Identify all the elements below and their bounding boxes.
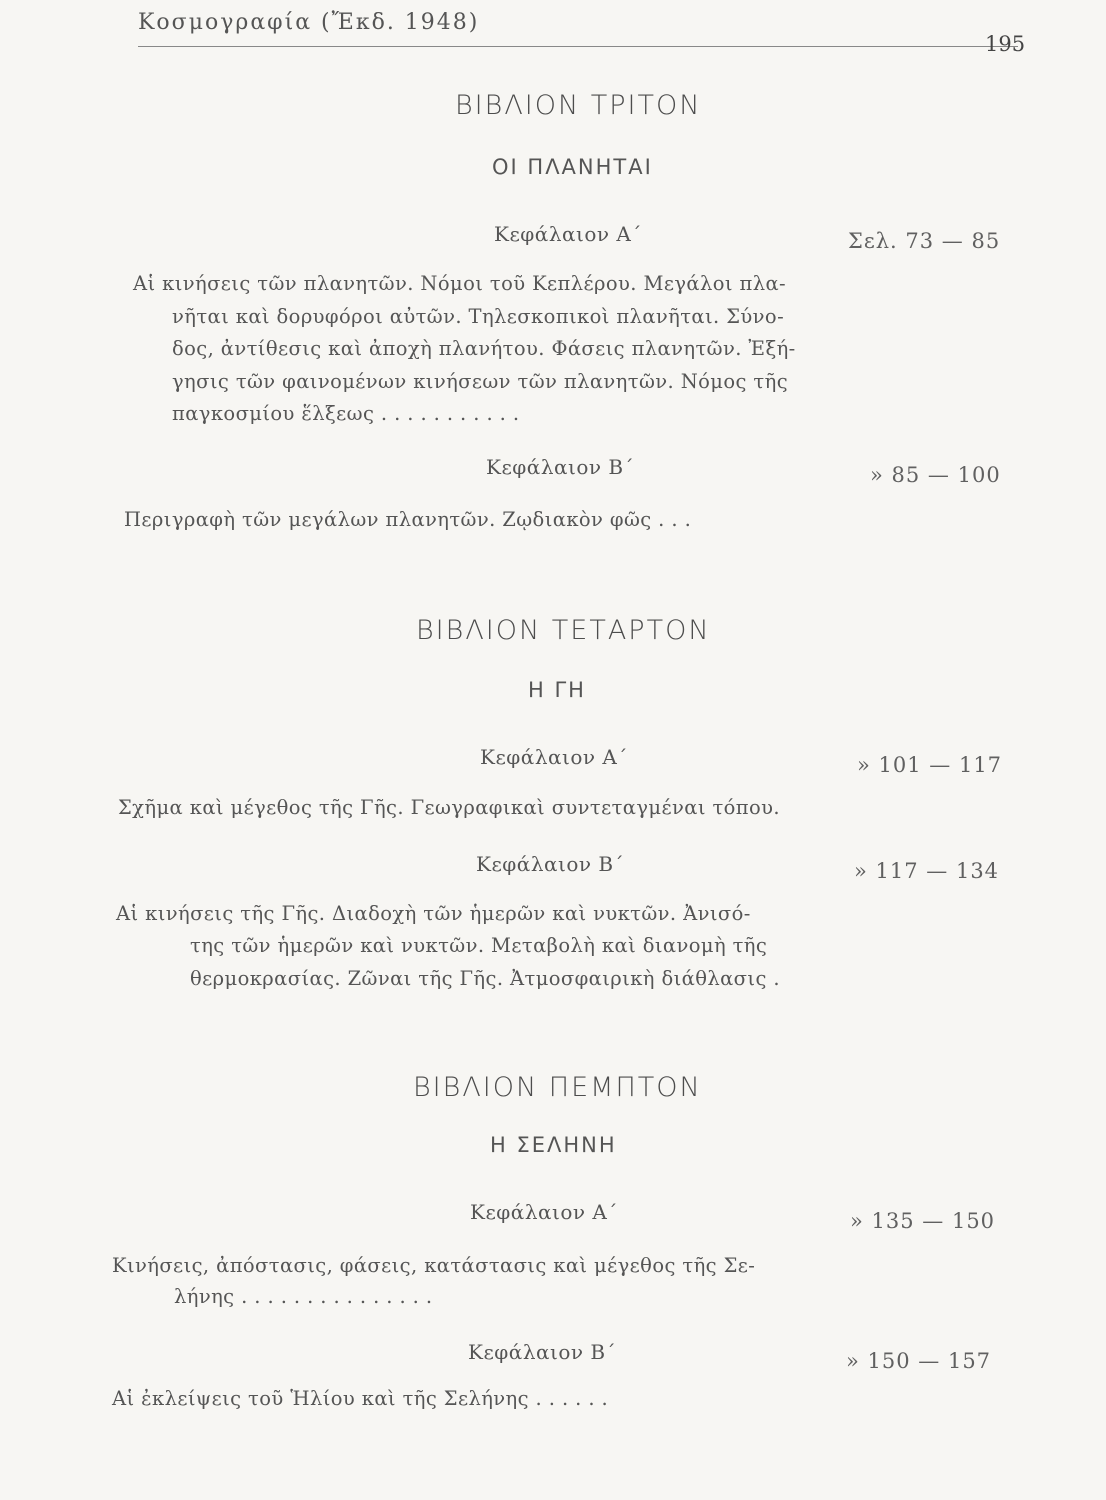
chapter-text-line: Αἱ ἐκλείψεις τοῦ Ἡλίου καὶ τῆς Σελήνης . . . . . . [112, 1387, 609, 1410]
chapter-heading: Κεφάλαιον Α΄ [470, 1200, 618, 1224]
book-title: ΒΙΒΛΙΟΝ ΤΕΤΑΡΤΟΝ [416, 615, 711, 646]
page-number: 195 [985, 32, 1026, 56]
chapter-text-line: Περιγραφὴ τῶν μεγάλων πλανητῶν. Ζῳδιακὸν φῶς . . . [124, 508, 692, 531]
header-rule [138, 46, 1018, 47]
book-title: ΒΙΒΛΙΟΝ ΠΕΜΠΤΟΝ [413, 1072, 702, 1103]
book-title: ΒΙΒΛΙΟΝ ΤΡΙΤΟΝ [455, 90, 702, 121]
chapter-text-line: γησις τῶν φαινομένων κινήσεων τῶν πλανητῶν. Νόμος τῆς [172, 370, 789, 393]
chapter-heading: Κεφάλαιον Β΄ [468, 1340, 617, 1364]
chapter-text-line: θερμοκρασίας. Ζῶναι τῆς Γῆς. Ἀτμοσφαιρικὴ διάθλασις . [190, 967, 780, 990]
book-subtitle: Η ΓΗ [528, 678, 586, 702]
chapter-pages: » 101 — 117 [857, 753, 1003, 777]
book-subtitle: ΟΙ ΠΛΑΝΗΤΑΙ [492, 155, 653, 179]
chapter-text-line: Σχῆμα καὶ μέγεθος τῆς Γῆς. Γεωγραφικαὶ συντεταγμέναι τόπου. [118, 796, 780, 819]
chapter-text-line: Αἱ κινήσεις τῆς Γῆς. Διαδοχὴ τῶν ἡμερῶν καὶ νυκτῶν. Ἀνισό- [116, 902, 751, 925]
chapter-pages: » 85 — 100 [870, 463, 1001, 487]
chapter-heading: Κεφάλαιον Β΄ [486, 455, 635, 479]
chapter-heading: Κεφάλαιον Β΄ [476, 852, 625, 876]
chapter-pages: » 135 — 150 [850, 1209, 996, 1233]
chapter-pages: » 150 — 157 [846, 1349, 992, 1373]
running-title: Κοσμογραφία (Ἔκδ. 1948) [138, 10, 480, 35]
book-subtitle: Η ΣΕΛΗΝΗ [490, 1133, 617, 1157]
chapter-text-line: Αἱ κινήσεις τῶν πλανητῶν. Νόμοι τοῦ Κεπλέρου. Μεγάλοι πλα- [133, 272, 787, 295]
chapter-text-line: δος, ἀντίθεσις καὶ ἀποχὴ πλανήτου. Φάσεις πλανητῶν. Ἐξή- [172, 337, 796, 360]
chapter-heading: Κεφάλαιον Α΄ [494, 222, 642, 246]
chapter-text-line: Κινήσεις, ἀπόστασις, φάσεις, κατάστασις καὶ μέγεθος τῆς Σε- [112, 1254, 756, 1277]
chapter-text-line: νῆται καὶ δορυφόροι αὐτῶν. Τηλεσκοπικοὶ πλανῆται. Σύνο- [172, 305, 785, 328]
chapter-heading: Κεφάλαιον Α΄ [480, 745, 628, 769]
chapter-text-line: λήνης . . . . . . . . . . . . . . . [174, 1285, 433, 1308]
chapter-text-line: της τῶν ἡμερῶν καὶ νυκτῶν. Μεταβολὴ καὶ διανομὴ τῆς [190, 934, 768, 957]
chapter-pages: Σελ. 73 — 85 [848, 229, 1001, 253]
chapter-text-line: παγκοσμίου ἕλξεως . . . . . . . . . . . [172, 402, 520, 425]
chapter-pages: » 117 — 134 [854, 859, 1000, 883]
